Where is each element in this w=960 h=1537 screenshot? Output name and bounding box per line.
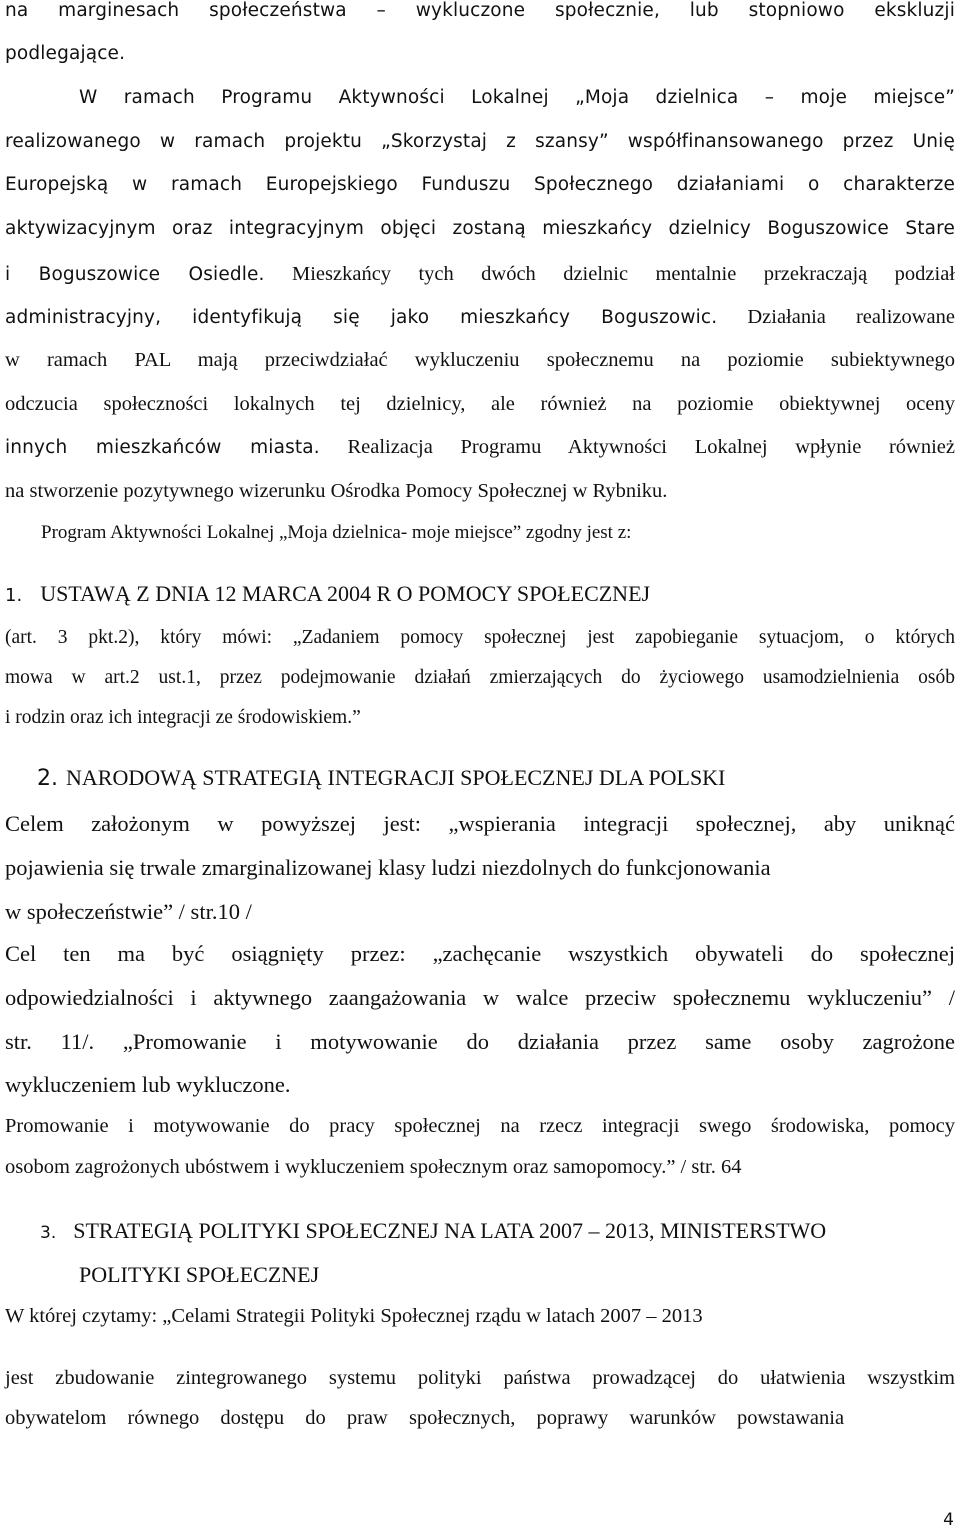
item-1-heading-row [5,583,955,605]
intro-line-3: W ramach Programu Aktywności Lokalnej „Moja dzielnica – moje miejsce” [79,87,955,108]
item-2-line-4: Cel ten ma być osiągnięty przez: „zachęcanie wszystkich obywateli do społecznej [5,941,955,966]
intro-line-11b: Realizacja Programu Aktywności Lokalnej wpłynie również [319,436,955,458]
intro-line-5: Europejską w ramach Europejskiego Funduszu Społecznego działaniami o charakterze [5,174,955,195]
item-2-number: 2. [37,766,58,791]
intro-line-7b: Mieszkańcy tych dwóch dzielnic mentalnie przekraczają podział [264,263,955,285]
item-3-line-3: obywatelom równego dostępu do praw społecznych, poprawy warunków powstawania [5,1407,845,1429]
intro-line-4: realizowanego w ramach projektu „Skorzystaj z szansy” współfinansowanego przez Unię [5,131,955,152]
item-3-number: 3. [40,1223,57,1243]
item-1-line-3: i rodzin oraz ich integracji ze środowiskiem.” [5,707,361,728]
page-number: 4 [943,1510,954,1530]
item-3-line-2: jest zbudowanie zintegrowanego systemu polityki państwa prowadzącej do ułatwienia wszystkim [5,1367,955,1389]
item-3-line-1: W której czytamy: „Celami Strategii Polityki Społecznej rządu w latach 2007 – 2013 [5,1305,703,1327]
item-2-line-5: odpowiedzialności i aktywnego zaangażowania w walce przeciw społecznemu wykluczeniu” / [5,985,955,1010]
intro-line-11 [5,437,955,458]
intro-line-7a: i Boguszowice Osiedle. [5,264,265,285]
item-3-heading-row [40,1220,960,1242]
item-3-heading-line-2: POLITYKI SPOŁECZNEJ [79,1262,320,1287]
intro-line-7 [5,264,955,285]
item-1-line-1: (art. 3 pkt.2), który mówi: „Zadaniem pomocy społecznej jest zapobieganie sytuacjom, o których [5,627,955,648]
intro-line-8 [5,307,955,328]
intro-line-6: aktywizacyjnym oraz integracyjnym objęci zostaną mieszkańcy dzielnicy Boguszowice Stare [5,218,955,239]
item-2-line-2: pojawienia się trwale zmarginalizowanej klasy ludzi niezdolnych do funkcjonowania [5,855,771,880]
intro-line-9: w ramach PAL mają przeciwdziałać wykluczeniu społecznemu na poziomie subiektywnego [5,349,955,371]
item-2-line-9: osobom zagrożonych ubóstwem i wykluczeniem społecznym oraz samopomocy.” / str. 64 [5,1156,742,1178]
intro-line-1: na marginesach społeczeństwa – wykluczone społecznie, lub stopniowo ekskluzji [5,0,955,21]
item-2-line-6: str. 11/. „Promowanie i motywowanie do działania przez same osoby zagrożone [5,1029,955,1054]
intro-line-8b: Działania realizowane [717,306,955,328]
item-2-line-8: Promowanie i motywowanie do pracy społecznej na rzecz integracji swego środowiska, pomocy [5,1115,955,1137]
intro-line-11a: innych mieszkańców miasta. [5,437,320,458]
intro-line-8a: administracyjny, identyfikują się jako mieszkańcy Boguszowic. [5,307,718,328]
item-1-heading: USTAWĄ Z DNIA 12 MARCA 2004 R O POMOCY SPOŁECZNEJ [40,581,651,606]
item-2-line-7: wykluczeniem lub wykluczone. [5,1072,291,1097]
item-3-heading-line-1: STRATEGIĄ POLITYKI SPOŁECZNEJ NA LATA 2007 – 2013, MINISTERSTWO [73,1218,827,1243]
item-2-heading: NARODOWĄ STRATEGIĄ INTEGRACJI SPOŁECZNEJ DLA POLSKI [66,765,726,790]
item-2-line-1: Celem założonym w powyższej jest: „wspierania integracji społecznej, aby uniknąć [5,811,955,836]
intro-line-12: na stworzenie pozytywnego wizerunku Ośrodka Pomocy Społecznej w Rybniku. [5,480,668,502]
item-2-line-3: w społeczeństwie” / str.10 / [5,899,252,924]
item-1-number: 1. [5,585,23,606]
intro-line-10: odczucia społeczności lokalnych tej dzielnicy, ale również na poziomie obiektywnej oceny [5,393,955,415]
item-2-heading-row [37,767,960,790]
intro-line-2: podlegające. [5,43,126,64]
item-1-line-2: mowa w art.2 ust.1, przez podejmowanie działań zmierzających do życiowego usamodzielnienia osób [5,667,955,688]
intro-line-13: Program Aktywności Lokalnej „Moja dzielnica- moje miejsce” zgodny jest z: [41,522,632,543]
